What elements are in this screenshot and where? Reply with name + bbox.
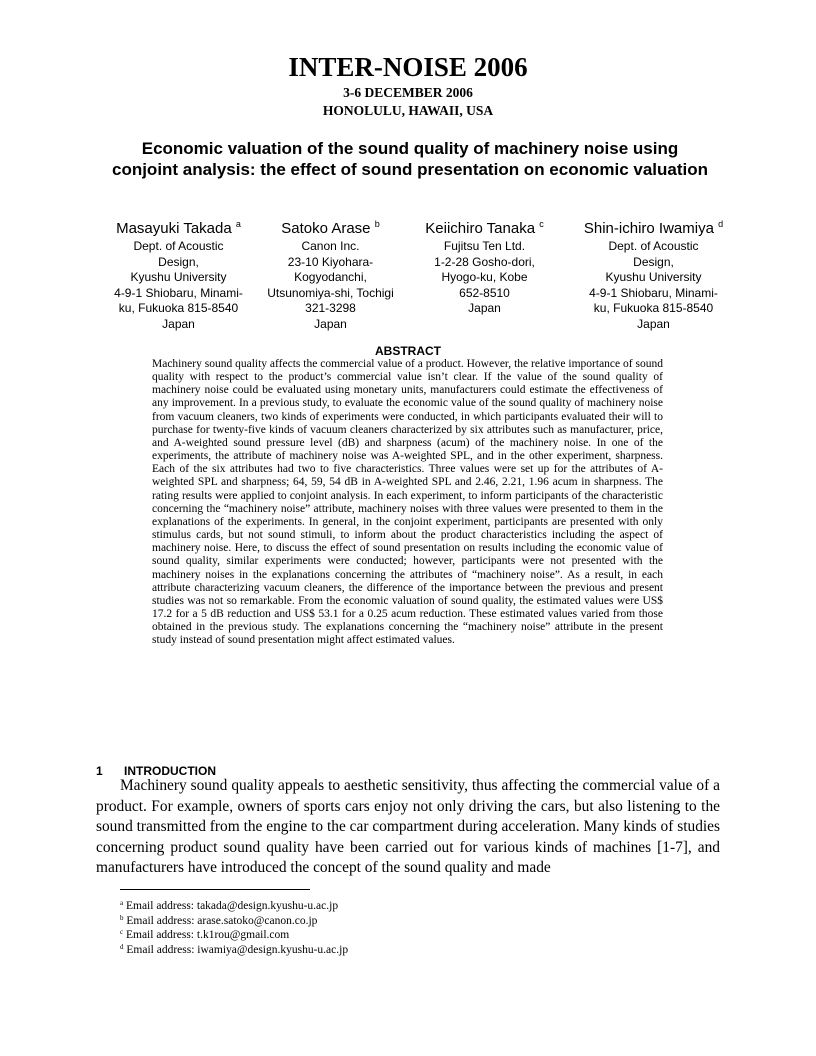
paper-title: Economic valuation of the sound quality of machinery noise using conjoint analysis: the effect of sound presentation on economic valuation [111,139,709,179]
author-name: Shin-ichiro Iwamiya $^d$ [583,219,724,237]
author-name: Keiichiro Tanaka $^c$ [425,219,544,237]
author-affiliation: Dept. of Acoustic Design, Kyushu University 4-9-1 Shiobaru, Minami- ku, Fukuoka 815-8540 Japan [589,239,718,331]
section-title: INTRODUCTION [124,764,216,778]
author-name: Satoko Arase $^b$ [281,219,380,237]
footnote: $^c$ Email address: t.k1rou@gmail.com [120,928,290,941]
author-affiliation: Dept. of Acoustic Design, Kyushu University 4-9-1 Shiobaru, Minami- ku, Fukuoka 815-8540 Japan [114,239,243,331]
footnote: $^d$ Email address: iwamiya@design.kyushu-u.ac.jp [120,942,349,956]
author-block [248,220,413,333]
author-block [571,220,736,333]
author-name: Masayuki Takada $^a$ [116,219,241,237]
author-block [96,220,261,333]
section-number: 1 [96,764,103,778]
footnote: $^a$ Email address: takada@design.kyushu-u.ac.jp [120,899,339,912]
conference-title: INTER-NOISE 2006 [288,52,528,82]
footnotes [120,899,620,957]
introduction-text: Machinery sound quality appeals to aesthetic sensitivity, thus affecting the commercial value of a product. For example, owners of sports cars enjoy not only driving the cars, but also listening to the sound transmitted from the engine to the car compartment during acceleration. Many kinds of studies concerning product sound quality have been carried out for various kinds of machines [1-7], and manufacturers have introduced the concept of the sound quality and made [96,777,720,877]
abstract-text: Machinery sound quality affects the commercial value of a product. However, the relative importance of sound quality with respect to the product’s commercial value isn’t clear. If the value of the sound quality of machinery noise could be evaluated using monetary units, manufacturers could estimate the effectiveness of any improvement. In a previous study, to evaluate the economic value of the sound quality of machinery noise from vacuum cleaners, two kinds of experiments were conducted, in which participants evaluated their will to purchase for twenty-five kinds of vacuum cleaners characterized by six attributes such as manufacturer, price, and A-weighted sound pressure level (dB) and sharpness (acum) of the machinery noise. In one of the experiments, the attribute of machinery noise was A-weighted SPL, and in the other experiment, sharpness. Each of the six attributes had two to five characteristics. Three values were set up for the attributes of A-weighted SPL and sharpness; 64, 59, 54 dB in A-weighted SPL and 2.46, 2.21, 1.96 acum in sharpness. The rating results were applied to conjoint analysis. In each experiment, to inform participants of the characteristic concerning the “machinery noise” attribute, machinery noises with three values were presented to them in the explanations of the experiments. In general, in the conjoint experiment, participants are presented with only stimulus cards, but not sound stimuli, to inform about the product characteristics including the aspect of machinery noise. Here, to discuss the effect of sound presentation on results including the economic value of sound quality, similar experiments were conducted; however, participants were not presented with the machinery noises in the explanations concerning the attributes of “machinery noise”. As a result, in each attribute characterizing vacuum cleaners, the difference of the importance between the previous and present studies was not so remarkable. From the economic valuation of sound quality, the estimated values were US$ 17.2 for a 5 dB reduction and US$ 53.1 for a 0.25 acum reduction. These estimated values varied from those obtained in the previous study. The explanations concerning the “machinery noise” attribute in the present study instead of sound presentation might affect estimated values. [152,358,663,647]
abstract-heading: ABSTRACT [375,344,441,358]
conference-location: HONOLULU, HAWAII, USA [322,103,494,118]
footnote: $^b$ Email address: arase.satoko@canon.co.jp [120,913,318,927]
author-affiliation: Fujitsu Ten Ltd. 1-2-28 Gosho-dori, Hyogo-ku, Kobe 652-8510 Japan [434,239,535,316]
conference-date: 3-6 DECEMBER 2006 [343,85,473,100]
footnote-divider [120,889,310,890]
author-affiliation: Canon Inc. 23-10 Kiyohara- Kogyodanchi, Utsunomiya-shi, Tochigi 321-3298 Japan [267,239,394,331]
author-list [96,220,726,335]
author-block [402,220,567,317]
